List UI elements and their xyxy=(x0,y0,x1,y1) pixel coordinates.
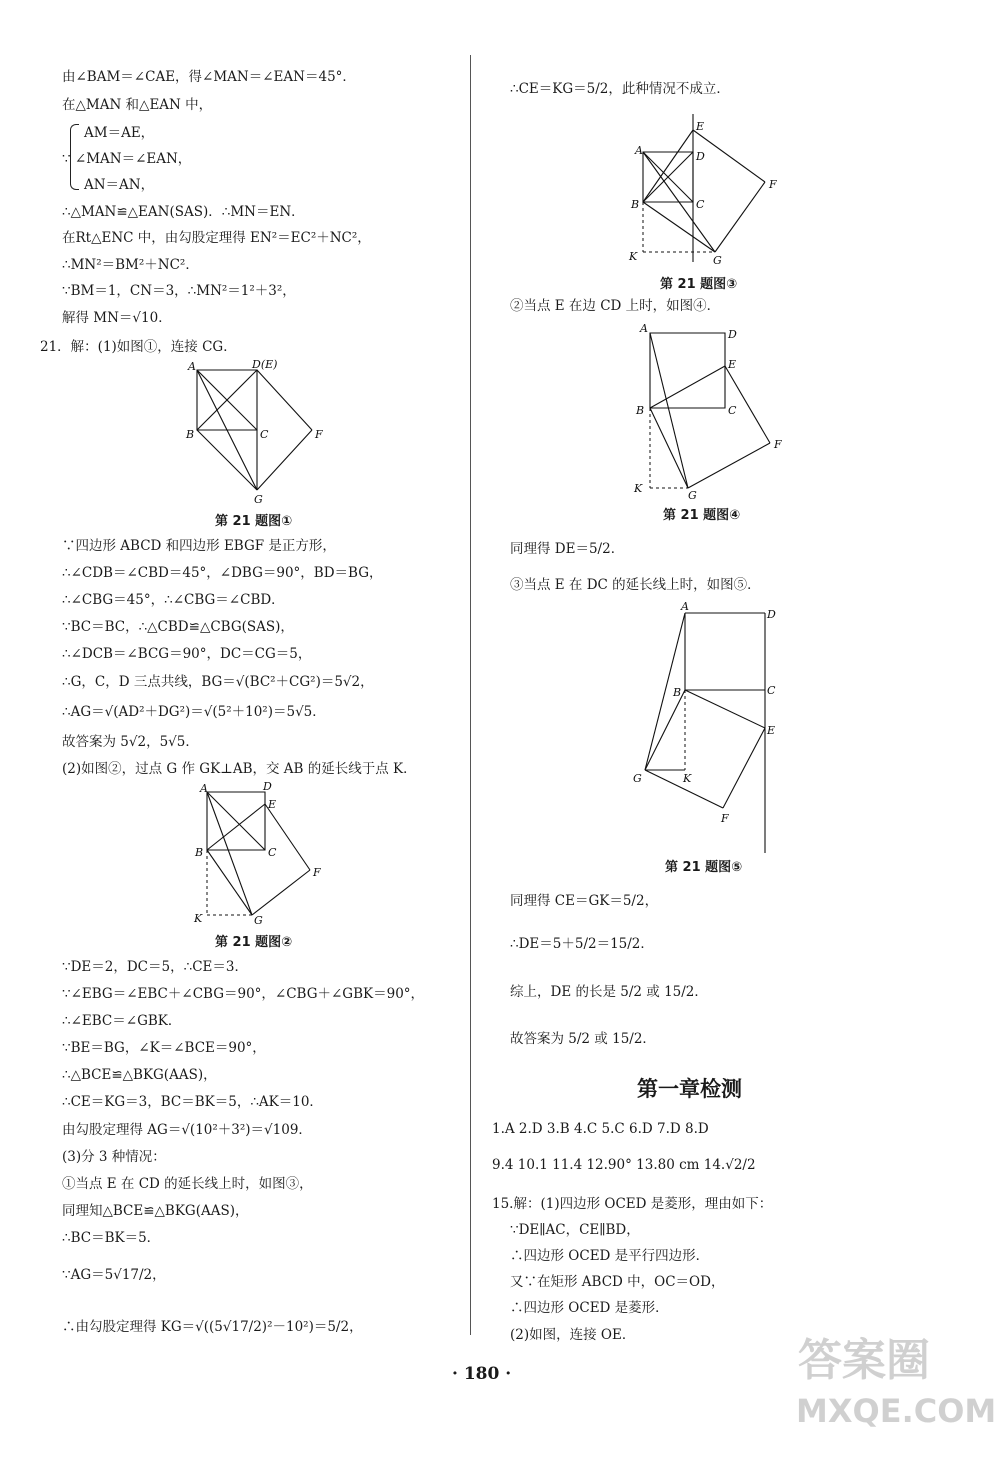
label-g: G xyxy=(713,254,722,267)
label-a: A xyxy=(188,360,196,373)
label-g: G xyxy=(688,489,697,502)
watermark-logo xyxy=(788,1324,997,1444)
label-e: E xyxy=(268,798,277,811)
label-c: C xyxy=(260,428,269,441)
figure-caption: 第 21 题图⑤ xyxy=(665,860,743,875)
watermark-url: MXQE.COM xyxy=(796,1392,997,1430)
text-line: ∴DE＝5＋5/2＝15/2． xyxy=(510,936,654,952)
text-line: ∵∠EBG＝∠EBC＋∠CBG＝90°，∠CBG＋∠GBK＝90°， xyxy=(62,986,425,1002)
label-b: B xyxy=(186,428,195,441)
text-line: ∴四边形 OCED 是平行四边形． xyxy=(510,1248,710,1264)
text-line: ∵AG＝5√17/2， xyxy=(62,1267,166,1283)
text-line: ∵四边形 ABCD 和四边形 EBGF 是正方形， xyxy=(62,538,336,554)
figure-21-4 xyxy=(630,318,790,500)
answer-line: 9.4 10.1 11.4 12.90° 13.80 cm 14.√2/2 xyxy=(492,1157,756,1173)
text-line: ∴△BCE≌△BKG(AAS)， xyxy=(62,1067,217,1083)
text-line: ∴∠DCB＝∠BCG＝90°，DC＝CG＝5， xyxy=(62,646,312,662)
label-d: D xyxy=(263,780,272,793)
figure-caption: 第 21 题图③ xyxy=(660,277,738,292)
label-b: B xyxy=(636,404,645,417)
label-d: D xyxy=(696,150,705,163)
figure-21-5 xyxy=(625,598,790,858)
text-line: ∴∠CBG＝45°，∴∠CBG＝∠CBD． xyxy=(62,592,285,608)
label-g: G xyxy=(254,914,263,927)
label-a: A xyxy=(200,782,208,795)
text-line: AM＝AE， xyxy=(84,125,155,141)
label-a: A xyxy=(681,600,689,613)
watermark-title: 答案圈 xyxy=(798,1335,930,1386)
label-b: B xyxy=(631,198,640,211)
text-line: ∴△MAN≌△EAN(SAS)．∴MN＝EN． xyxy=(62,204,305,220)
label-g: G xyxy=(633,772,642,785)
text-line: ∵BE＝BG，∠K＝∠BCE＝90°， xyxy=(62,1040,266,1056)
text-line: ∴AG＝√(AD²＋DG²)＝√(5²＋10²)＝5√5． xyxy=(62,704,326,720)
text-line: ∵DE∥AC，CE∥BD， xyxy=(510,1222,640,1238)
text-line: (2)如图②，过点 G 作 GK⊥AB，交 AB 的延长线于点 K． xyxy=(62,761,417,777)
label-c: C xyxy=(696,198,705,211)
label-f: F xyxy=(721,812,729,825)
label-b: B xyxy=(673,686,682,699)
text-line: ①当点 E 在 CD 的延长线上时，如图③， xyxy=(62,1176,313,1192)
text-line: 在△MAN 和△EAN 中， xyxy=(62,97,213,113)
label-k: K xyxy=(629,250,638,263)
text-line: ∴∠EBC＝∠GBK． xyxy=(62,1013,182,1029)
text-line: 21．解：(1)如图①，连接 CG． xyxy=(40,339,237,355)
text-line: 15.解：(1)四边形 OCED 是菱形，理由如下： xyxy=(492,1196,773,1212)
label-b: B xyxy=(195,846,204,859)
text-line: AN＝AN， xyxy=(84,177,155,193)
figure-21-3 xyxy=(625,112,790,272)
label-a: A xyxy=(635,144,643,157)
text-line: (3)分 3 种情况： xyxy=(62,1149,166,1165)
text-line: 解得 MN＝√10． xyxy=(62,310,172,326)
figure-caption: 第 21 题图② xyxy=(215,935,293,950)
label-k: K xyxy=(194,912,203,925)
label-f: F xyxy=(769,178,777,191)
label-e: E xyxy=(767,724,776,737)
text-line: ③当点 E 在 DC 的延长线上时，如图⑤． xyxy=(510,577,761,593)
text-line: ∵BC＝BC，∴△CBD≌△CBG(SAS)， xyxy=(62,619,294,635)
column-divider xyxy=(470,55,471,1335)
text-line: ∴BC＝BK＝5． xyxy=(62,1230,161,1246)
text-line: ∵DE＝2，DC＝5，∴CE＝3． xyxy=(62,959,248,975)
text-line: ∴∠CDB＝∠CBD＝45°，∠DBG＝90°，BD＝BG， xyxy=(62,565,383,581)
text-line: 由∠BAM＝∠CAE，得∠MAN＝∠EAN＝45°． xyxy=(62,69,356,85)
text-line: 综上，DE 的长是 5/2 或 15/2． xyxy=(510,984,708,1000)
figure-21-1 xyxy=(180,360,330,510)
label-d: D xyxy=(767,608,776,621)
text-line: 同理得 CE＝GK＝5/2， xyxy=(510,893,659,909)
text-line: ∴MN²＝BM²＋NC²． xyxy=(62,257,199,273)
text-line: ②当点 E 在边 CD 上时，如图④． xyxy=(510,298,721,314)
text-line: ∴CE＝KG＝3，BC＝BK＝5，∴AK＝10． xyxy=(62,1094,323,1110)
text-line: 故答案为 5/2 或 15/2． xyxy=(510,1031,656,1047)
label-d: D(E) xyxy=(252,358,278,371)
label-k: K xyxy=(683,772,692,785)
label-c: C xyxy=(767,684,776,697)
label-d: D xyxy=(728,328,737,341)
figure-21-2 xyxy=(190,782,330,927)
label-f: F xyxy=(315,428,323,441)
label-c: C xyxy=(728,404,737,417)
text-line: ∴CE＝KG＝5/2，此种情况不成立． xyxy=(510,81,730,97)
label-f: F xyxy=(774,438,782,451)
text-line: 又∵在矩形 ABCD 中，OC＝OD， xyxy=(510,1274,725,1290)
text-line: ∴四边形 OCED 是菱形． xyxy=(510,1300,669,1316)
text-line: 在Rt△ENC 中，由勾股定理得 EN²＝EC²＋NC²， xyxy=(62,230,371,246)
text-line: 同理得 DE＝5/2． xyxy=(510,541,625,557)
figure-caption: 第 21 题图④ xyxy=(663,508,741,523)
label-e: E xyxy=(696,120,705,133)
page-number: · 180 · xyxy=(452,1364,512,1384)
figure-caption: 第 21 题图① xyxy=(215,514,293,529)
label-c: C xyxy=(268,846,277,859)
label-k: K xyxy=(634,482,643,495)
text-line: 由勾股定理得 AG＝√(10²＋3²)＝√109． xyxy=(62,1122,312,1138)
label-e: E xyxy=(728,358,737,371)
label-f: F xyxy=(313,866,321,879)
label-g: G xyxy=(254,493,263,506)
text-line: ∴G，C，D 三点共线，BG＝√(BC²＋CG²)＝5√2， xyxy=(62,674,374,690)
text-line: 故答案为 5√2，5√5． xyxy=(62,734,199,750)
text-line: 同理知△BCE≌△BKG(AAS)， xyxy=(62,1203,249,1219)
answer-line: 1.A 2.D 3.B 4.C 5.C 6.D 7.D 8.D xyxy=(492,1121,709,1137)
text-line: ∴由勾股定理得 KG＝√((5√17/2)²－10²)＝5/2， xyxy=(62,1319,363,1335)
text-line: ∵ ∠MAN＝∠EAN， xyxy=(62,151,192,167)
label-a: A xyxy=(640,322,648,335)
section-heading: 第一章检测 xyxy=(637,1077,742,1101)
text-line: (2)如图，连接 OE． xyxy=(510,1327,636,1343)
text-line: ∵BM＝1，CN＝3，∴MN²＝1²＋3²， xyxy=(62,283,296,299)
